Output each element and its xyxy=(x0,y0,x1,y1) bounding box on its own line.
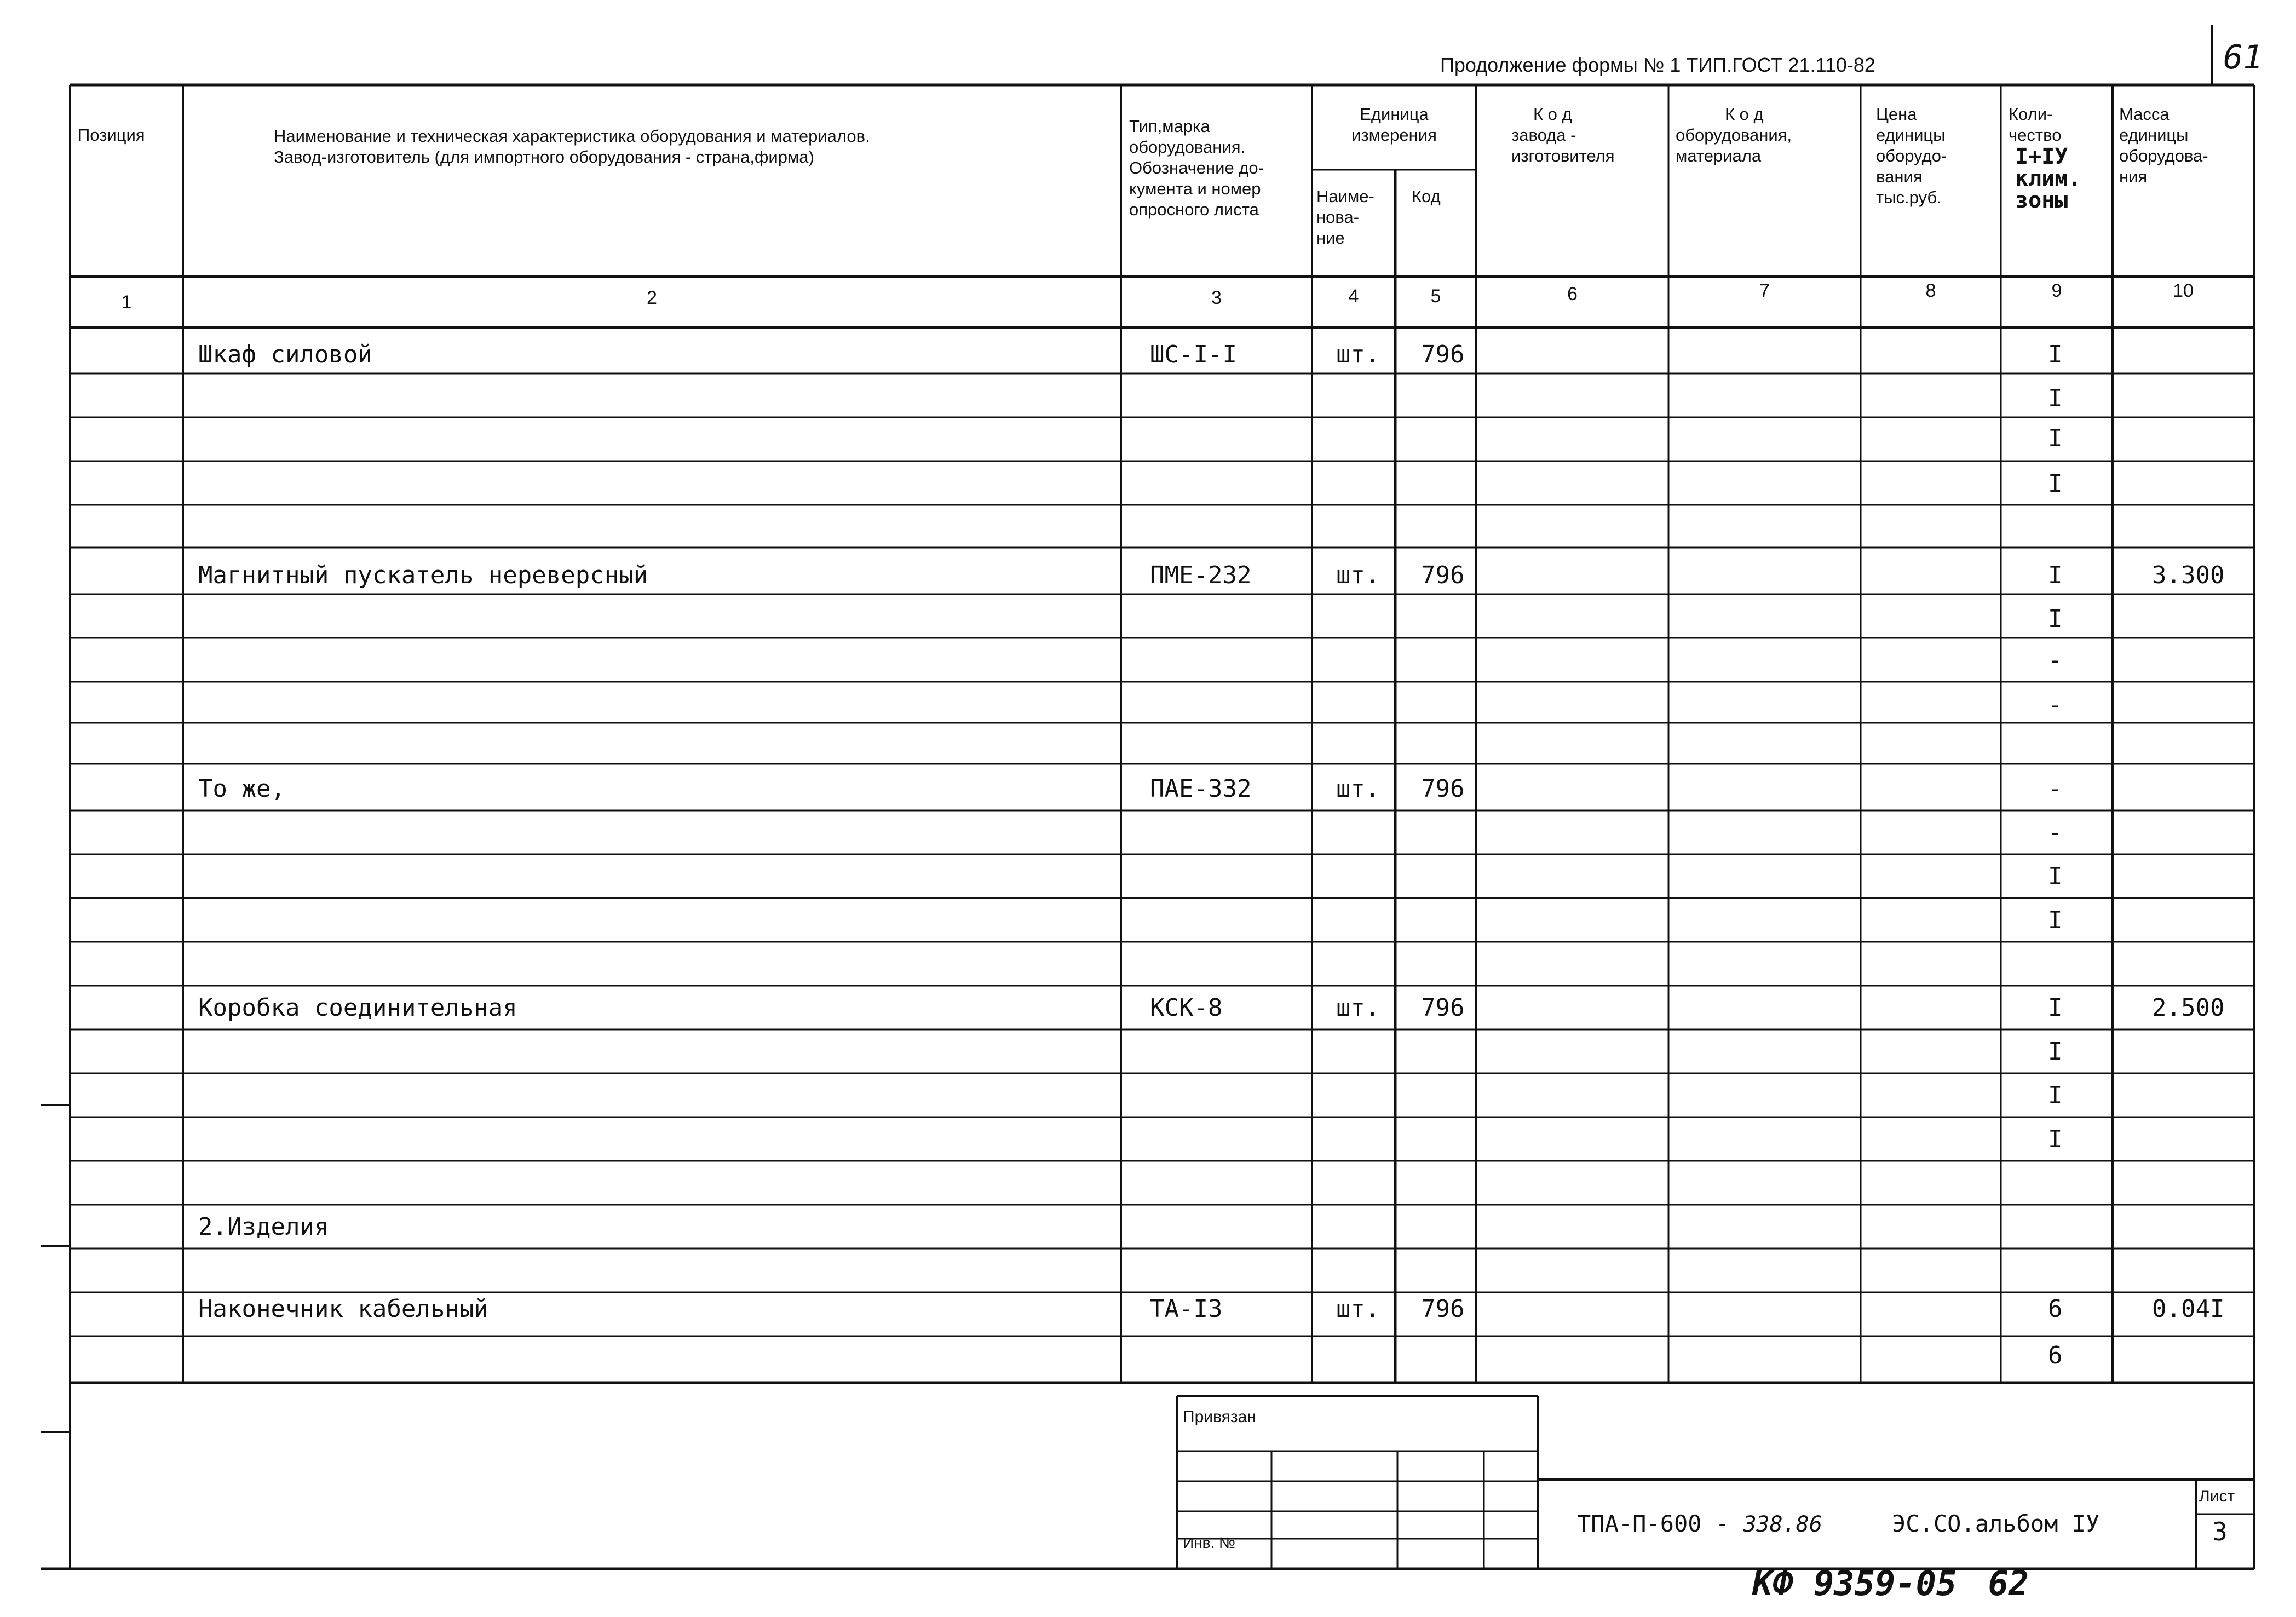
item-quantity: I xyxy=(2048,862,2063,890)
sheet-label: Лист xyxy=(2199,1487,2235,1505)
column-number: 7 xyxy=(1759,280,1770,301)
item-name: Шкаф силовой xyxy=(198,341,372,369)
column-number: 10 xyxy=(2173,280,2194,301)
item-mass: 3.300 xyxy=(2152,561,2225,589)
item-name: Магнитный пускатель нереверсный xyxy=(198,561,648,589)
stamp-privyazan: Привязан xyxy=(1183,1408,1256,1426)
header-quantity: Коли- чество I+IУ клим. зоны xyxy=(2009,105,2081,213)
item-type: КСК-8 xyxy=(1150,994,1223,1022)
item-unit: шт. xyxy=(1336,994,1380,1022)
column-number: 4 xyxy=(1348,286,1359,307)
item-quantity: I xyxy=(2048,906,2063,934)
album-label: ЭС.СО.альбом IУ xyxy=(1892,1510,2100,1537)
item-name: То же, xyxy=(198,775,285,803)
item-code: 796 xyxy=(1421,775,1465,803)
column-number: 8 xyxy=(1925,280,1936,301)
item-quantity: I xyxy=(2048,384,2063,412)
doc-code: ТПА-П-600 - 338.86 xyxy=(1577,1510,1822,1537)
header-type: Тип,марка оборудования. Обозначение до- кумента и номер опросного листа xyxy=(1129,117,1264,219)
header-plant-code: К о д завода - изготовителя xyxy=(1511,105,1615,165)
item-quantity: - xyxy=(2048,775,2063,803)
section-heading: 2.Изделия xyxy=(198,1213,329,1241)
item-unit: шт. xyxy=(1336,341,1380,369)
item-type: ПМЕ-232 xyxy=(1150,561,1252,589)
item-quantity: I xyxy=(2048,1081,2063,1109)
item-code: 796 xyxy=(1421,994,1465,1022)
header-unit-group: Единица измерения xyxy=(1351,105,1437,145)
item-quantity: I xyxy=(2048,1125,2063,1153)
item-quantity: I xyxy=(2048,561,2063,589)
item-code: 796 xyxy=(1421,341,1465,369)
column-number: 2 xyxy=(647,287,657,308)
page-number: 61 xyxy=(2223,38,2263,77)
item-quantity: - xyxy=(2048,819,2063,847)
item-quantity: 6 xyxy=(2048,1295,2063,1323)
archive-number: КФ 9359-05 62 xyxy=(1752,1563,2029,1603)
column-number: 6 xyxy=(1567,284,1578,304)
item-quantity: I xyxy=(2048,470,2063,498)
header-position: Позиция xyxy=(78,125,145,145)
column-number: 9 xyxy=(2051,280,2062,301)
column-number: 1 xyxy=(121,292,132,313)
header-unit-name: Наиме- нова- ние xyxy=(1316,187,1374,248)
item-quantity: - xyxy=(2048,691,2063,719)
column-number: 5 xyxy=(1430,286,1441,307)
item-name: Коробка соединительная xyxy=(198,994,517,1022)
header-unit-code: Код xyxy=(1412,187,1441,206)
item-quantity: I xyxy=(2048,1038,2063,1066)
item-name: Наконечник кабельный xyxy=(198,1295,488,1323)
header-mass: Масса единицы оборудова- ния xyxy=(2119,105,2208,186)
column-number: 3 xyxy=(1211,287,1222,308)
item-type: ПАЕ-332 xyxy=(1150,775,1252,803)
header-unit-price: Цена единицы оборудо- вания тыс.руб. xyxy=(1876,105,1947,207)
item-unit: шт. xyxy=(1336,561,1380,589)
form-title: Продолжение формы № 1 ТИП.ГОСТ 21.110-82 xyxy=(1440,54,1875,76)
stamp-inv-number: Инв. № xyxy=(1183,1534,1236,1551)
item-code: 796 xyxy=(1421,561,1465,589)
item-quantity: I xyxy=(2048,341,2063,369)
item-quantity: 6 xyxy=(2048,1342,2063,1369)
header-name: Наименование и техническая характеристика оборудования и материалов. Завод-изготовитель (для импортного оборудования - страна,фирма) xyxy=(274,126,870,166)
item-quantity: - xyxy=(2048,646,2063,674)
item-unit: шт. xyxy=(1336,775,1380,803)
item-mass: 2.500 xyxy=(2152,994,2225,1022)
item-type: ШС-I-I xyxy=(1150,341,1237,369)
item-type: ТА-I3 xyxy=(1150,1295,1223,1323)
header-equipment-code: К о д оборудования, материала xyxy=(1676,105,1792,165)
sheet-number: 3 xyxy=(2212,1517,2228,1546)
item-mass: 0.04I xyxy=(2152,1295,2225,1323)
item-quantity: I xyxy=(2048,605,2063,633)
item-code: 796 xyxy=(1421,1295,1465,1323)
item-unit: шт. xyxy=(1336,1295,1380,1323)
item-quantity: I xyxy=(2048,424,2063,452)
item-quantity: I xyxy=(2048,994,2063,1022)
